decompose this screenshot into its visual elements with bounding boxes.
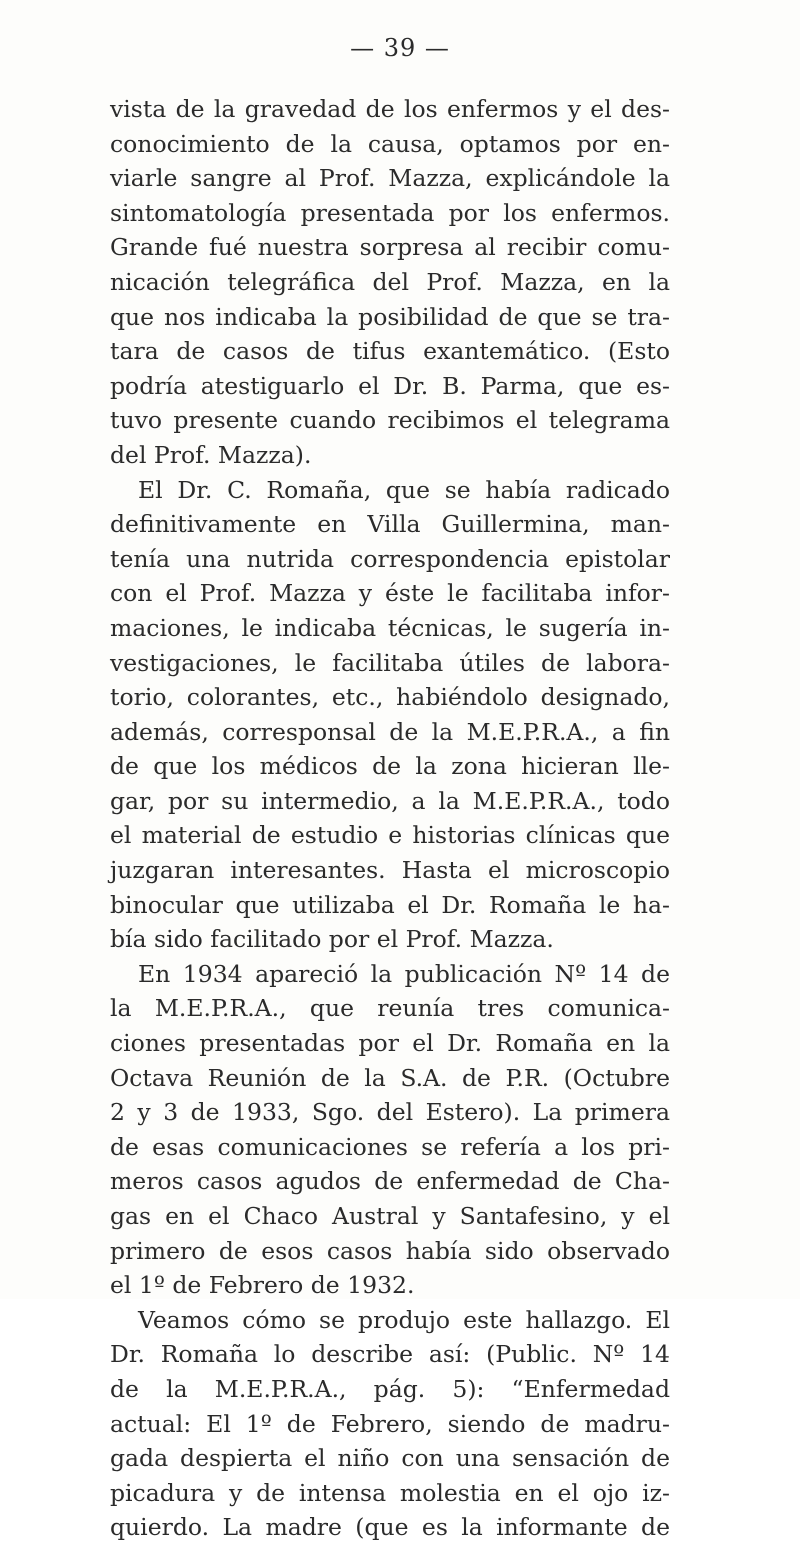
text-line: quierdo. La madre (que es la informante de (110, 1513, 670, 1542)
text-line: maciones, le indicaba técnicas, le sugería in- (110, 613, 670, 642)
text-line: el material de estudio e historias clínicas que (110, 821, 670, 850)
text-line: Grande fué nuestra sorpresa al recibir comu- (110, 233, 670, 262)
text-line: Veamos cómo se produjo este hallazgo. El (138, 1305, 670, 1334)
text-line: binocular que utilizaba el Dr. Romaña le ha- (110, 890, 670, 919)
text-line: vista de la gravedad de los enfermos y el des- (110, 95, 670, 123)
text-line: gas en el Chaco Austral y Santafesino, y el (110, 1202, 670, 1230)
text-line: con el Prof. Mazza y éste le facilitaba infor- (110, 579, 670, 608)
text-line: la M.E.P.R.A., que reunía tres comunica- (110, 994, 670, 1023)
text-line: del Prof. Mazza). (110, 440, 312, 469)
body-text (110, 92, 670, 1545)
text-line: tuvo presente cuando recibimos el telegrama (110, 406, 670, 435)
page-number: — 39 — (350, 34, 450, 62)
text-line: primero de esos casos había sido observado (110, 1236, 670, 1265)
text-line: el 1º de Febrero de 1932. (110, 1271, 415, 1300)
text-line: ciones presentadas por el Dr. Romaña en la (110, 1029, 670, 1058)
text-line: de la M.E.P.R.A., pág. 5): “Enfermedad (110, 1374, 670, 1403)
text-line: meros casos agudos de enfermedad de Cha- (110, 1167, 670, 1196)
text-line: juzgaran interesantes. Hasta el microscopio (110, 856, 670, 885)
text-line: 2 y 3 de 1933, Sgo. del Estero). La primera (110, 1098, 670, 1127)
text-line: podría atestiguarlo el Dr. B. Parma, que es- (110, 371, 670, 400)
text-line: de que los médicos de la zona hicieran lle- (110, 752, 670, 781)
text-line: sintomatología presentada por los enfermos. (110, 198, 670, 227)
text-line: viarle sangre al Prof. Mazza, explicándole la (110, 164, 670, 193)
text-line: actual: El 1º de Febrero, siendo de madru- (110, 1409, 670, 1438)
text-line: además, corresponsal de la M.E.P.R.A., a fin (110, 717, 670, 746)
text-line: nicación telegráfica del Prof. Mazza, en la (110, 267, 670, 296)
text-line: de esas comunicaciones se refería a los pri- (110, 1132, 670, 1161)
text-line: En 1934 apareció la publicación Nº 14 de (138, 959, 670, 988)
text-line: Octava Reunión de la S.A. de P.R. (Octubre (110, 1063, 670, 1092)
text-line: tara de casos de tifus exantemático. (Esto (110, 337, 670, 366)
text-line: definitivamente en Villa Guillermina, man- (110, 510, 670, 539)
text-line: vestigaciones, le facilitaba útiles de labora- (110, 648, 670, 677)
text-line: gar, por su intermedio, a la M.E.P.R.A., todo (110, 786, 670, 815)
text-line: El Dr. C. Romaña, que se había radicado (138, 475, 670, 504)
text-line: gada despierta el niño con una sensación de (110, 1444, 670, 1473)
text-line: que nos indicaba la posibilidad de que se tra- (110, 302, 670, 331)
text-line: conocimiento de la causa, optamos por en- (110, 129, 670, 158)
text-line: picadura y de intensa molestia en el ojo iz- (110, 1478, 670, 1507)
text-line: Dr. Romaña lo describe así: (Public. Nº 14 (110, 1340, 670, 1369)
text-line: torio, colorantes, etc., habiéndolo designado, (110, 683, 670, 712)
text-line: tenía una nutrida correspondencia epistolar (110, 544, 670, 573)
text-line: bía sido facilitado por el Prof. Mazza. (110, 925, 554, 954)
